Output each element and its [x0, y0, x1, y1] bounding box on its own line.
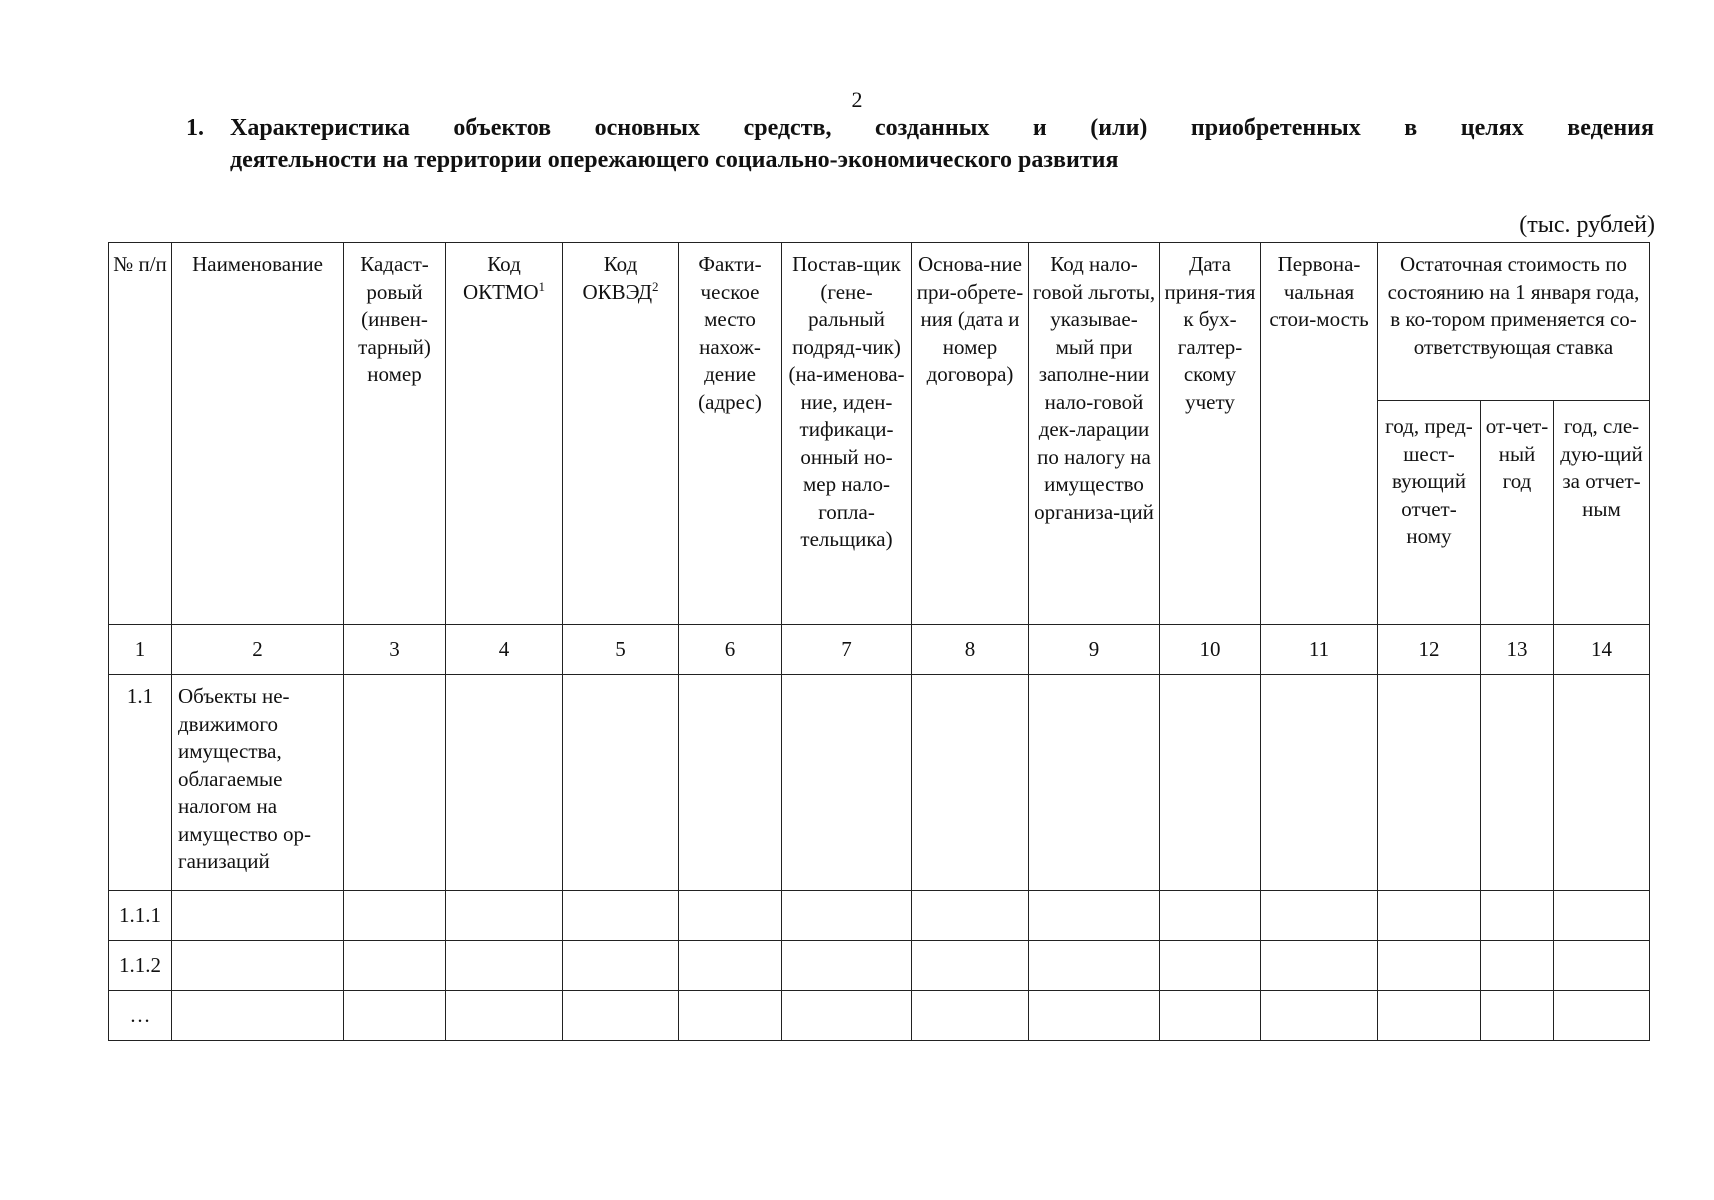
empty-cell: [912, 991, 1029, 1041]
header-col-7: Постав-щик (гене-ральный подряд-чик) (на-именова-ние, иден-тификаци-онный но-мер нало-гопла-тельщика): [782, 243, 912, 625]
empty-cell: [446, 891, 563, 941]
header-col-10: Дата приня-тия к бух-галтер-скому учету: [1160, 243, 1261, 625]
empty-cell: [446, 675, 563, 891]
row-number-cell: 1.1: [109, 675, 172, 891]
row-number-cell: …: [109, 991, 172, 1041]
empty-cell: [1481, 941, 1554, 991]
units-label: (тыс. рублей): [1519, 212, 1655, 238]
empty-cell: [782, 675, 912, 891]
empty-cell: [1261, 991, 1378, 1041]
column-number-cell: 4: [446, 625, 563, 675]
header-col-9: Код нало-говой льготы, указывае-мый при заполне-нии нало-говой дек-ларации по налогу на имущество организа-ций: [1029, 243, 1160, 625]
row-name-cell: Объекты не-движимого имущества, облагаемые налогом на имущество ор-ганизаций: [172, 675, 344, 891]
column-number-cell: 2: [172, 625, 344, 675]
empty-cell: [1160, 675, 1261, 891]
header-col-11: Первона-чальная стои-мость: [1261, 243, 1378, 625]
empty-cell: [563, 675, 679, 891]
empty-cell: [344, 891, 446, 941]
page-number: 2: [851, 87, 863, 112]
empty-cell: [679, 891, 782, 941]
empty-cell: [1378, 675, 1481, 891]
empty-cell: [1261, 675, 1378, 891]
column-number-cell: 10: [1160, 625, 1261, 675]
empty-cell: [344, 991, 446, 1041]
empty-cell: [563, 991, 679, 1041]
empty-cell: [563, 891, 679, 941]
empty-cell: [1378, 891, 1481, 941]
empty-cell: [446, 941, 563, 991]
header-col-5: [563, 243, 679, 625]
empty-cell: [679, 941, 782, 991]
column-number-cell: 12: [1378, 625, 1481, 675]
table-row: [109, 991, 1650, 1041]
empty-cell: [446, 991, 563, 1041]
empty-cell: [1378, 941, 1481, 991]
column-number-cell: 13: [1481, 625, 1554, 675]
header-col-2: Наименование: [172, 243, 344, 625]
header-col-4-text: Код ОКТМО: [462, 252, 539, 304]
column-number-cell: 3: [344, 625, 446, 675]
empty-cell: [1029, 891, 1160, 941]
section-title-line-2: деятельности на территории опережающего социально-экономического развития: [230, 147, 1119, 173]
empty-cell: [782, 891, 912, 941]
empty-cell: [1554, 891, 1650, 941]
header-residual-value-group: Остаточная стоимость по состоянию на 1 января года, в ко-тором применяется со-ответствующая ставка: [1378, 243, 1650, 401]
empty-cell: [782, 941, 912, 991]
header-col-8: Основа-ние при-обрете-ния (дата и номер договора): [912, 243, 1029, 625]
empty-cell: [1160, 891, 1261, 941]
empty-cell: [1481, 991, 1554, 1041]
footnote-1-ref: 1: [538, 278, 546, 294]
header-col-14: год, сле-дую-щий за отчет-ным: [1554, 401, 1650, 625]
empty-cell: [679, 991, 782, 1041]
header-col-13: от-чет-ный год: [1481, 401, 1554, 625]
row-name-cell: [172, 891, 344, 941]
column-number-cell: 7: [782, 625, 912, 675]
column-number-cell: 11: [1261, 625, 1378, 675]
empty-cell: [1029, 675, 1160, 891]
empty-cell: [1029, 941, 1160, 991]
row-name-cell: [172, 991, 344, 1041]
empty-cell: [1261, 941, 1378, 991]
fixed-assets-table: [108, 242, 1650, 1041]
empty-cell: [912, 941, 1029, 991]
header-col-3: Кадаст-ровый (инвен-тарный) номер: [344, 243, 446, 625]
empty-cell: [1160, 991, 1261, 1041]
empty-cell: [344, 941, 446, 991]
empty-cell: [1378, 991, 1481, 1041]
section-title-line-1: Характеристика объектов основных средств, созданных и (или) приобретенных в целях ведения: [230, 115, 1654, 141]
empty-cell: [1160, 941, 1261, 991]
empty-cell: [1261, 891, 1378, 941]
empty-cell: [1481, 891, 1554, 941]
footnote-2-ref: 2: [652, 278, 659, 294]
empty-cell: [679, 675, 782, 891]
column-number-cell: 5: [563, 625, 679, 675]
table-row: [109, 675, 1650, 891]
empty-cell: [1554, 675, 1650, 891]
column-number-cell: 14: [1554, 625, 1650, 675]
empty-cell: [563, 941, 679, 991]
header-col-1: № п/п: [109, 243, 172, 625]
header-col-12: год, пред-шест-вующий отчет-ному: [1378, 401, 1481, 625]
header-col-4: [446, 243, 563, 625]
row-number-cell: 1.1.1: [109, 891, 172, 941]
table-row: [109, 891, 1650, 941]
header-col-5-text: Код ОКВЭД: [582, 252, 653, 304]
column-number-cell: 1: [109, 625, 172, 675]
empty-cell: [1029, 991, 1160, 1041]
empty-cell: [1554, 941, 1650, 991]
table-row: [109, 941, 1650, 991]
empty-cell: [782, 991, 912, 1041]
empty-cell: [344, 675, 446, 891]
empty-cell: [912, 675, 1029, 891]
header-col-6: Факти-ческое место нахож-дение (адрес): [679, 243, 782, 625]
empty-cell: [1481, 675, 1554, 891]
empty-cell: [912, 891, 1029, 941]
row-name-cell: [172, 941, 344, 991]
section-number: 1.: [186, 115, 204, 141]
column-number-cell: 9: [1029, 625, 1160, 675]
column-number-cell: 6: [679, 625, 782, 675]
column-number-cell: 8: [912, 625, 1029, 675]
empty-cell: [1554, 991, 1650, 1041]
row-number-cell: 1.1.2: [109, 941, 172, 991]
